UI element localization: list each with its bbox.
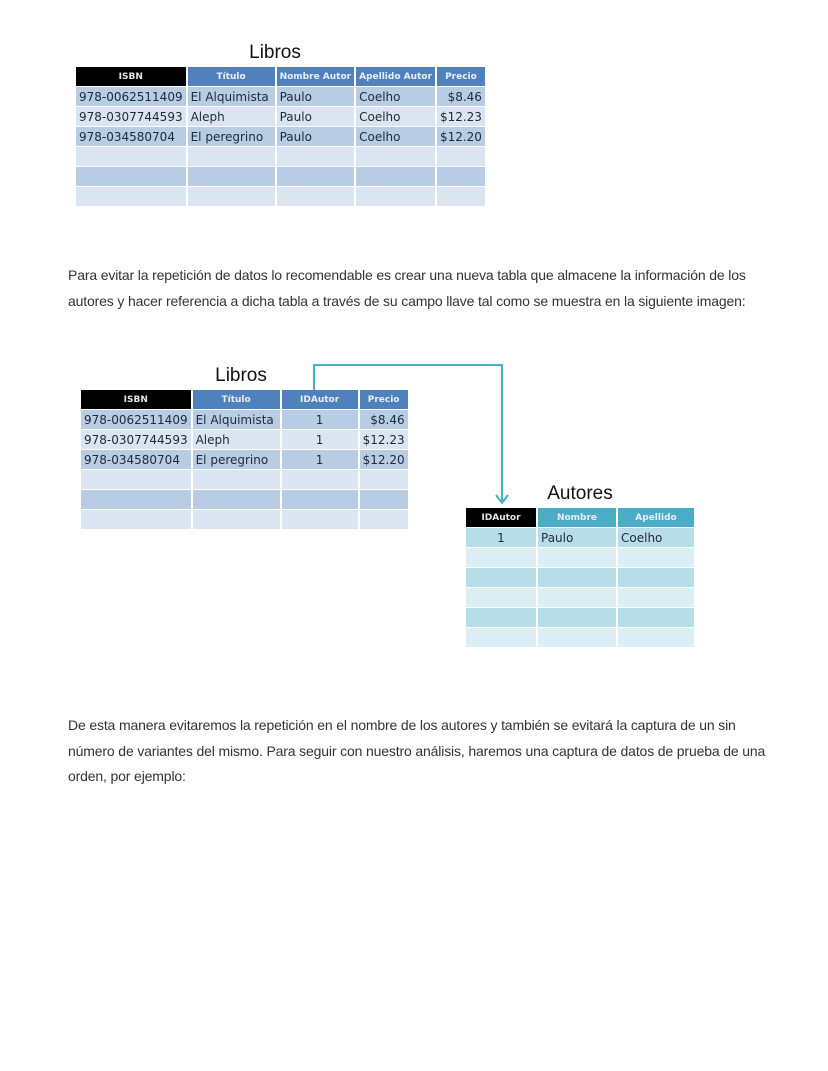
table-row	[76, 87, 485, 106]
cell-precio: $8.46	[437, 87, 485, 106]
table-row	[466, 588, 694, 607]
relationship-arrow-icon	[300, 355, 520, 515]
cell-nombre-autor: Paulo	[277, 107, 355, 126]
column-header-isbn: ISBN	[81, 390, 191, 409]
cell-empty	[277, 147, 355, 166]
cell-precio: $12.20	[360, 450, 408, 469]
column-header-idautor: IDAutor	[466, 508, 536, 527]
cell-empty	[356, 147, 435, 166]
paragraph-intro: Para evitar la repetición de datos lo recomendable es crear una nueva tabla que almacene la información de los autores y hacer referencia a dicha tabla a través de su campo llave tal como se muestra en la siguiente imagen:	[68, 267, 746, 309]
table-row	[76, 147, 485, 166]
cell-apellido-autor: Coelho	[356, 87, 435, 106]
cell-empty	[466, 568, 536, 587]
cell-empty	[618, 608, 694, 627]
cell-empty	[538, 588, 616, 607]
cell-isbn: 978-034580704	[76, 127, 186, 146]
autores-table	[464, 507, 696, 648]
cell-isbn: 978-0307744593	[81, 430, 191, 449]
cell-precio: $12.20	[437, 127, 485, 146]
cell-empty	[466, 548, 536, 567]
cell-empty	[76, 187, 186, 206]
column-header-nombre-autor: Nombre Autor	[277, 67, 355, 86]
figure1-title: Libros	[249, 42, 301, 63]
table-row	[76, 167, 485, 186]
column-header-nombre: Nombre	[538, 508, 616, 527]
cell-titulo: Aleph	[188, 107, 275, 126]
cell-isbn: 978-0062511409	[81, 410, 191, 429]
table-row	[76, 187, 485, 206]
cell-empty	[193, 470, 280, 489]
table-header-row	[466, 508, 694, 527]
table-row	[466, 628, 694, 647]
cell-empty	[277, 167, 355, 186]
cell-empty	[81, 510, 191, 529]
figure2-libros-title: Libros	[215, 365, 267, 386]
cell-empty	[76, 147, 186, 166]
cell-isbn: 978-0307744593	[76, 107, 186, 126]
table-row	[76, 107, 485, 126]
cell-idautor: 1	[282, 410, 358, 429]
column-header-idautor: IDAutor	[282, 390, 358, 409]
cell-nombre-autor: Paulo	[277, 87, 355, 106]
cell-precio: $12.23	[437, 107, 485, 126]
cell-idautor: 1	[282, 430, 358, 449]
cell-apellido-autor: Coelho	[356, 107, 435, 126]
column-header-precio: Precio	[437, 67, 485, 86]
cell-empty	[437, 167, 485, 186]
cell-nombre-autor: Paulo	[277, 127, 355, 146]
column-header-apellido: Apellido	[618, 508, 694, 527]
column-header-precio: Precio	[360, 390, 408, 409]
cell-idautor: 1	[282, 450, 358, 469]
cell-empty	[277, 187, 355, 206]
cell-titulo: El Alquimista	[193, 410, 280, 429]
cell-empty	[193, 490, 280, 509]
cell-nombre: Paulo	[538, 528, 616, 547]
cell-empty	[538, 548, 616, 567]
cell-titulo: Aleph	[193, 430, 280, 449]
cell-empty	[188, 147, 275, 166]
column-header-titulo: Título	[188, 67, 275, 86]
cell-idautor: 1	[466, 528, 536, 547]
column-header-isbn: ISBN	[76, 67, 186, 86]
cell-empty	[356, 187, 435, 206]
cell-apellido: Coelho	[618, 528, 694, 547]
cell-empty	[466, 608, 536, 627]
cell-titulo: El Alquimista	[188, 87, 275, 106]
cell-empty	[618, 628, 694, 647]
column-header-apellido-autor: Apellido Autor	[356, 67, 435, 86]
cell-empty	[81, 490, 191, 509]
cell-empty	[188, 187, 275, 206]
table-header-row	[76, 67, 485, 86]
cell-empty	[618, 588, 694, 607]
table-row	[466, 608, 694, 627]
cell-empty	[618, 568, 694, 587]
cell-empty	[618, 548, 694, 567]
cell-isbn: 978-0062511409	[76, 87, 186, 106]
table-row	[466, 568, 694, 587]
cell-empty	[437, 187, 485, 206]
table-row	[466, 548, 694, 567]
libros-table-denormalized	[74, 66, 487, 207]
cell-empty	[466, 628, 536, 647]
figure2-autores-title: Autores	[547, 483, 613, 504]
table-row	[76, 127, 485, 146]
cell-precio: $12.23	[360, 430, 408, 449]
cell-empty	[356, 167, 435, 186]
cell-empty	[538, 628, 616, 647]
cell-isbn: 978-034580704	[81, 450, 191, 469]
column-header-titulo: Título	[193, 390, 280, 409]
cell-empty	[538, 608, 616, 627]
cell-apellido-autor: Coelho	[356, 127, 435, 146]
cell-titulo: El peregrino	[188, 127, 275, 146]
cell-titulo: El peregrino	[193, 450, 280, 469]
cell-empty	[81, 470, 191, 489]
cell-empty	[437, 147, 485, 166]
table-row	[466, 528, 694, 547]
cell-precio: $8.46	[360, 410, 408, 429]
cell-empty	[466, 588, 536, 607]
cell-empty	[538, 568, 616, 587]
cell-empty	[188, 167, 275, 186]
paragraph-conclusion: De esta manera evitaremos la repetición en el nombre de los autores y también se evitará la captura de un sin número de variantes del mismo. Para seguir con nuestro análisis, haremos una captura de datos de prueba de una orden, por ejemplo:	[68, 717, 766, 784]
cell-empty	[76, 167, 186, 186]
cell-empty	[193, 510, 280, 529]
